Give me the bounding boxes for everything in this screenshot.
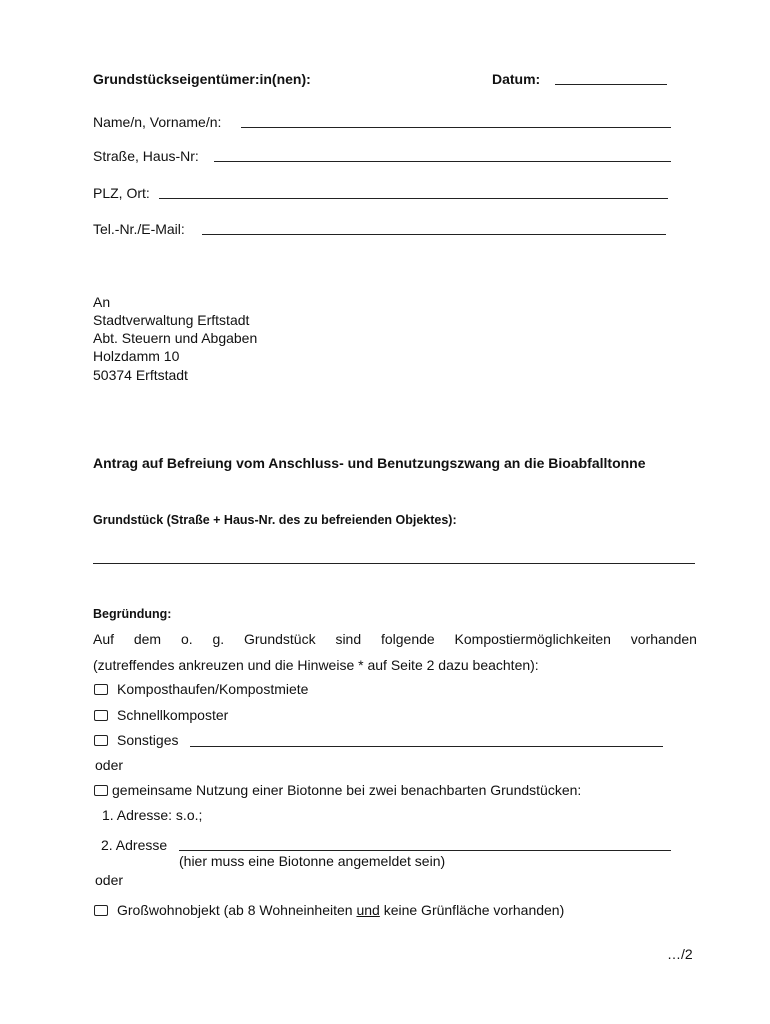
or-separator: oder: [95, 757, 124, 773]
shared-bin-label: gemeinsame Nutzung einer Biotonne bei zwei benachbarten Grundstücken:: [112, 782, 582, 798]
property-label: Grundstück (Straße + Haus-Nr. des zu befreienden Objektes):: [93, 513, 457, 527]
address-line: 50374 Erftstadt: [93, 367, 188, 383]
city-input-line[interactable]: [159, 198, 668, 199]
intro-word: sind: [335, 631, 362, 647]
street-field-label: Straße, Haus-Nr:: [93, 148, 199, 164]
quick-composter-label: Schnellkomposter: [117, 707, 229, 723]
shared-bin-checkbox[interactable]: [94, 785, 108, 796]
address-two-note: (hier muss eine Biotonne angemeldet sein): [179, 853, 446, 869]
document-title: Antrag auf Befreiung vom Anschluss- und Benutzungszwang an die Bioabfalltonne: [93, 455, 646, 471]
large-residential-text: keine Grünfläche vorhanden): [379, 902, 565, 918]
intro-word: Auf: [93, 631, 115, 647]
date-label: Datum:: [492, 71, 541, 87]
address-line: Holzdamm 10: [93, 348, 180, 364]
intro-word: folgende: [380, 631, 435, 647]
name-input-line[interactable]: [241, 127, 671, 128]
address-two-label: 2. Adresse: [101, 837, 168, 853]
or-separator: oder: [95, 872, 124, 888]
name-field-label: Name/n, Vorname/n:: [93, 114, 222, 130]
intro-word: Grundstück: [244, 631, 316, 647]
other-label: Sonstiges: [117, 732, 179, 748]
underlined-und: und: [356, 902, 380, 918]
address-one-label: 1. Adresse: s.o.;: [102, 807, 203, 823]
intro-word: dem: [133, 631, 162, 647]
intro-word: o.: [180, 631, 193, 647]
other-input-line[interactable]: [190, 746, 663, 747]
street-input-line[interactable]: [214, 161, 671, 162]
large-residential-checkbox[interactable]: [94, 905, 108, 916]
date-input-line[interactable]: [555, 84, 667, 85]
compost-heap-checkbox[interactable]: [94, 684, 108, 695]
address-line: Stadtverwaltung Erftstadt: [93, 312, 250, 328]
reason-heading: Begründung:: [93, 607, 172, 621]
large-residential-text: Großwohnobjekt (ab 8 Wohneinheiten: [117, 902, 357, 918]
large-residential-label: [117, 901, 564, 919]
address-two-input-line[interactable]: [179, 850, 671, 851]
contact-input-line[interactable]: [202, 234, 666, 235]
owner-heading: Grundstückseigentümer:in(nen):: [93, 71, 311, 87]
address-line: An: [93, 294, 111, 310]
reason-instructions: (zutreffendes ankreuzen und die Hinweise * auf Seite 2 dazu beachten):: [93, 657, 539, 673]
compost-heap-label: Komposthaufen/Kompostmiete: [117, 681, 309, 697]
other-checkbox[interactable]: [94, 735, 108, 746]
property-input-line[interactable]: [93, 563, 695, 564]
intro-word: Kompostiermöglichkeiten: [454, 631, 611, 647]
reason-intro-line: [93, 630, 697, 648]
address-line: Abt. Steuern und Abgaben: [93, 330, 258, 346]
contact-field-label: Tel.-Nr./E-Mail:: [93, 221, 185, 237]
page-continuation-marker: …/2: [667, 946, 693, 962]
intro-word: vorhanden: [630, 631, 697, 647]
quick-composter-checkbox[interactable]: [94, 710, 108, 721]
intro-word: g.: [212, 631, 225, 647]
city-field-label: PLZ, Ort:: [93, 185, 150, 201]
